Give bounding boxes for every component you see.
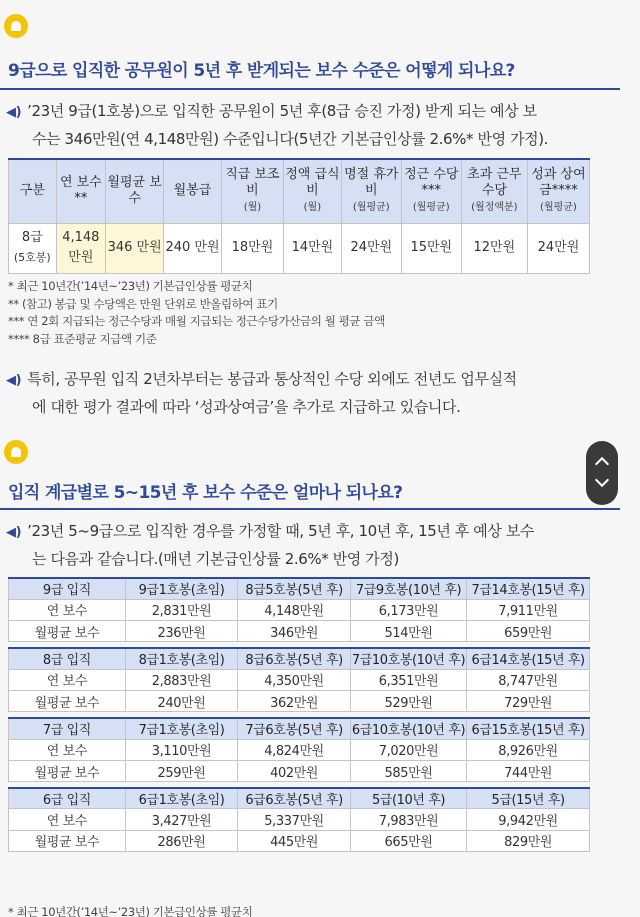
group-column-header: 7급14호봉(15년 후) [467,578,590,599]
th-diligence: 정근 수당*** (월평균) [401,159,461,223]
table-cell: 6,351만원 [350,669,466,690]
group-column-header: 9급1호봉(초임) [125,578,237,599]
th-annual: 연 보수** [56,159,106,223]
group-label: 7급 입직 [9,718,126,739]
table-cell: 5,337만원 [238,809,351,830]
table-cell: 402만원 [238,760,351,781]
paragraph-2 [6,366,606,421]
speaker-icon: ◀) [6,373,22,388]
table-cell: 259만원 [125,760,237,781]
salary-breakdown-table [8,158,590,274]
table-cell: 8,926만원 [467,739,590,760]
table-cell: 529만원 [350,690,466,711]
row-label: 월평균 보수 [9,830,126,851]
group-column-header: 7급10호봉(10년 후) [350,648,466,669]
table-cell: 286만원 [125,830,237,851]
group-label: 6급 입직 [9,788,126,809]
table-cell: 729만원 [467,690,590,711]
table-cell: 346만원 [238,621,351,642]
cell-monthly-avg: 346 만원 [106,223,164,273]
group-column-header: 7급9호봉(10년 후) [350,578,466,599]
th-overtime: 초과 근무수당 (월정액분) [461,159,527,223]
row-label: 연 보수 [9,599,126,620]
group-column-header: 8급6호봉(5년 후) [238,648,351,669]
table-row [9,830,590,851]
table-cell: 2,883만원 [125,669,237,690]
row-label: 연 보수 [9,739,126,760]
table-cell: 585만원 [350,760,466,781]
footnote-4: **** 8급 표준평균 지급액 기준 [8,331,157,346]
table-cell: 4,350만원 [238,669,351,690]
salary-projection-table [8,577,590,852]
group-column-header: 6급1호봉(초임) [125,788,237,809]
paragraph-3-line-1: ’23년 5~9급으로 입직한 경우를 가정할 때, 5년 후, 10년 후, 15년 후 예상 보수 [27,522,535,540]
table-cell: 7,911만원 [467,599,590,620]
th-rank-allowance: 직급 보조비 (월) [221,159,283,223]
paragraph-1-line-2: 수는 346만원(연 4,148만원) 수준입니다(5년간 기본급인상률 2.6%* 반영 가정). [32,130,549,148]
chevron-down-icon[interactable] [595,473,609,487]
footnote-5: * 최근 10년간(’14년~’23년) 기본급인상률 평균치 [8,905,253,917]
group-header-row [9,648,590,669]
title-underline-1 [0,88,620,90]
row-label: 월평균 보수 [9,621,126,642]
cell-grade: 8급 (5호봉) [9,223,57,273]
table-cell: 3,427만원 [125,809,237,830]
th-holiday: 명절 휴가비 (월평균) [341,159,401,223]
table-cell: 3,110만원 [125,739,237,760]
group-header-row [9,788,590,809]
table-cell: 6,173만원 [350,599,466,620]
table-row [9,669,590,690]
group-column-header: 7급6호봉(5년 후) [238,718,351,739]
th-monthly-pay: 월봉급 [164,159,222,223]
group-column-header: 6급10호봉(10년 후) [350,718,466,739]
th-bonus: 성과 상여금**** (월평균) [527,159,589,223]
row-label: 월평균 보수 [9,690,126,711]
cell-meal: 14만원 [283,223,341,273]
footnote-3: *** 연 2회 지급되는 정근수당과 매월 지급되는 정근수당가산금의 월 평균 금액 [8,314,385,328]
group-column-header: 5급(15년 후) [467,788,590,809]
group-header-row [9,578,590,599]
group-label: 8급 입직 [9,648,126,669]
group-column-header: 6급6호봉(5년 후) [238,788,351,809]
cell-rank-allowance: 18만원 [221,223,283,273]
table-row [9,223,590,273]
footnotes [8,278,385,348]
table-row [9,690,590,711]
scroll-controls[interactable] [586,441,618,505]
paragraph-2-line-2: 에 대한 평가 결과에 따라 ‘성과상여금’을 추가로 지급하고 있습니다. [32,398,461,416]
group-column-header: 8급1호봉(초임) [125,648,237,669]
cell-monthly-pay: 240 만원 [164,223,222,273]
th-category: 구분 [9,159,57,223]
cell-overtime: 12만원 [461,223,527,273]
chevron-up-icon[interactable] [595,457,609,471]
group-column-header: 6급14호봉(15년 후) [467,648,590,669]
table-cell: 236만원 [125,621,237,642]
table-cell: 7,983만원 [350,809,466,830]
title-underline-2 [0,508,620,510]
group-column-header: 7급1호봉(초임) [125,718,237,739]
cell-annual: 4,148 만원 [56,223,106,273]
question-title-2: 입직 계급별로 5~15년 후 보수 수준은 얼마나 되나요? [8,483,403,503]
table-cell: 240만원 [125,690,237,711]
table-header-row [9,159,590,223]
table-cell: 445만원 [238,830,351,851]
paragraph-3-line-2: 는 다음과 같습니다.(매년 기본급인상률 2.6%* 반영 가정) [32,550,399,568]
table-cell: 665만원 [350,830,466,851]
table-row [9,599,590,620]
paragraph-1 [6,98,606,153]
row-label: 연 보수 [9,809,126,830]
table-cell: 2,831만원 [125,599,237,620]
group-column-header: 6급15호봉(15년 후) [467,718,590,739]
group-header-row [9,718,590,739]
th-meal: 정액 급식비 (월) [283,159,341,223]
table-cell: 514만원 [350,621,466,642]
table-row [9,621,590,642]
table-cell: 4,148만원 [238,599,351,620]
paragraph-1-line-1: ’23년 9급(1호봉)으로 입직한 공무원이 5년 후(8급 승진 가정) 받게 되는 예상 보 [27,102,537,120]
footnote-1: * 최근 10년간(’14년~’23년) 기본급인상률 평균치 [8,279,253,293]
th-monthly-avg: 월평균 보수 [106,159,164,223]
paragraph-3 [6,518,606,573]
group-column-header: 5급(10년 후) [350,788,466,809]
table-row [9,739,590,760]
table-cell: 8,747만원 [467,669,590,690]
table-cell: 9,942만원 [467,809,590,830]
table-row [9,760,590,781]
speaker-icon: ◀) [6,525,22,540]
table-row [9,809,590,830]
table-cell: 362만원 [238,690,351,711]
group-label: 9급 입직 [9,578,126,599]
cell-holiday: 24만원 [341,223,401,273]
table-cell: 7,020만원 [350,739,466,760]
paragraph-2-line-1: 특히, 공무원 입직 2년차부터는 봉급과 통상적인 수당 외에도 전년도 업무실적 [27,370,517,388]
cell-bonus: 24만원 [527,223,589,273]
table-cell: 744만원 [467,760,590,781]
bell-icon [4,14,28,38]
row-label: 연 보수 [9,669,126,690]
cell-diligence: 15만원 [401,223,461,273]
bell-icon [4,440,28,464]
table-cell: 4,824만원 [238,739,351,760]
table-cell: 829만원 [467,830,590,851]
row-label: 월평균 보수 [9,760,126,781]
footnote-2: ** (참고) 봉급 및 수당액은 만원 단위로 반올림하여 표기 [8,296,278,311]
group-column-header: 8급5호봉(5년 후) [238,578,351,599]
question-title-1: 9급으로 입직한 공무원이 5년 후 받게되는 보수 수준은 어떻게 되나요? [8,61,515,81]
speaker-icon: ◀) [6,105,22,120]
table-cell: 659만원 [467,621,590,642]
